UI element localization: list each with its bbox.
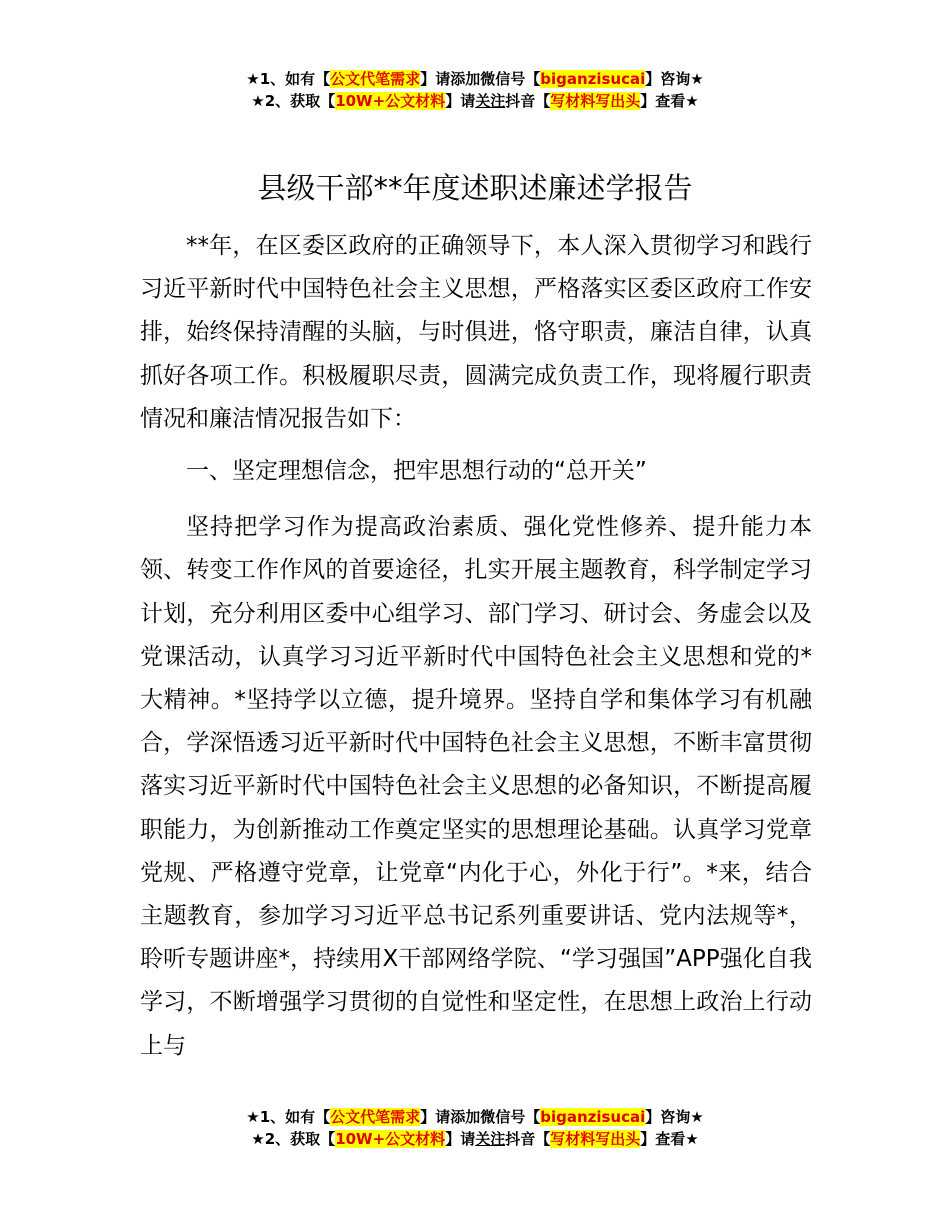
banner-line-1-highlight-1: 公文代笔需求: [330, 70, 421, 88]
section-heading-1: 一、坚定理想信念，把牢思想行动的“总开关”: [186, 458, 647, 485]
banner-line-1-prefix: ★1、如有【: [246, 70, 331, 88]
banner-line-1-highlight-2: biganzisucai: [540, 1108, 646, 1126]
banner-line-2-highlight-1: 10W+公文材料: [335, 1130, 446, 1148]
banner-line-2-highlight-2: 写材料写出头: [550, 92, 641, 110]
bottom-banner: [0, 1106, 950, 1150]
intro-paragraph: **年，在区委区政府的正确领导下，本人深入贯彻学习和践行习近平新时代中国特色社会主义思想，严格落实区委区政府工作安排，始终保持清醒的头脑，与时俱进，恪守职责，廉洁自律，认真抓好各项工作。积极履职尽责，圆满完成负责工作，现将履行职责情况和廉洁情况报告如下：: [140, 233, 812, 432]
banner-line-2-highlight-1: 10W+公文材料: [335, 92, 446, 110]
banner-line-2: [0, 90, 950, 112]
banner-line-1-mid: 】请添加微信号【: [420, 70, 541, 88]
banner-line-1-highlight-1: 公文代笔需求: [330, 1108, 421, 1126]
document-title: 县级干部**年度述职述廉述学报告: [257, 171, 693, 205]
banner-line-2-mid-2: 抖音【: [505, 1130, 551, 1148]
banner-line-1-suffix: 】咨询★: [645, 70, 704, 88]
banner-line-1: [0, 1106, 950, 1128]
banner-line-2-prefix: ★2、获取【: [251, 1130, 336, 1148]
document-body: [140, 225, 812, 1068]
banner-line-1-mid: 】请添加微信号【: [420, 1108, 541, 1126]
banner-line-1: [0, 68, 950, 90]
top-banner: [0, 68, 950, 112]
banner-line-2-highlight-2: 写材料写出头: [550, 1130, 641, 1148]
banner-line-2-prefix: ★2、获取【: [251, 92, 336, 110]
banner-line-2-underlined: 关注: [475, 92, 506, 110]
section-1-paragraph: 坚持把学习作为提高政治素质、强化党性修养、提升能力本领、转变工作作风的首要途径，扎实开展主题教育，科学制定学习计划，充分利用区委中心组学习、部门学习、研讨会、务虚会以及党课活动，认真学习习近平新时代中国特色社会主义思想和党的*大精神。*坚持学以立德，提升境界。坚持自学和集体学习有机融合，学深悟透习近平新时代中国特色社会主义思想，不断丰富贯彻落实习近平新时代中国特色社会主义思想的必备知识，不断提高履职能力，为创新推动工作奠定坚实的思想理论基础。认真学习党章党规、严格遵守党章，让党章“内化于心，外化于行”。*来，结合主题教育，参加学习习近平总书记系列重要讲话、党内法规等*，聆听专题讲座*，持续用X干部网络学院、“学习强国”APP强化自我学习，不断增强学习贯彻的自觉性和坚定性，在思想上政治上行动上与: [140, 514, 812, 1059]
banner-line-2-suffix: 】查看★: [640, 1130, 699, 1148]
banner-line-2-mid-1: 】请: [445, 92, 476, 110]
banner-line-2-suffix: 】查看★: [640, 92, 699, 110]
banner-line-2-mid-2: 抖音【: [505, 92, 551, 110]
banner-line-2: [0, 1128, 950, 1150]
banner-line-1-prefix: ★1、如有【: [246, 1108, 331, 1126]
banner-line-1-highlight-2: biganzisucai: [540, 70, 646, 88]
banner-line-2-mid-1: 】请: [445, 1130, 476, 1148]
banner-line-2-underlined: 关注: [475, 1130, 506, 1148]
banner-line-1-suffix: 】咨询★: [645, 1108, 704, 1126]
